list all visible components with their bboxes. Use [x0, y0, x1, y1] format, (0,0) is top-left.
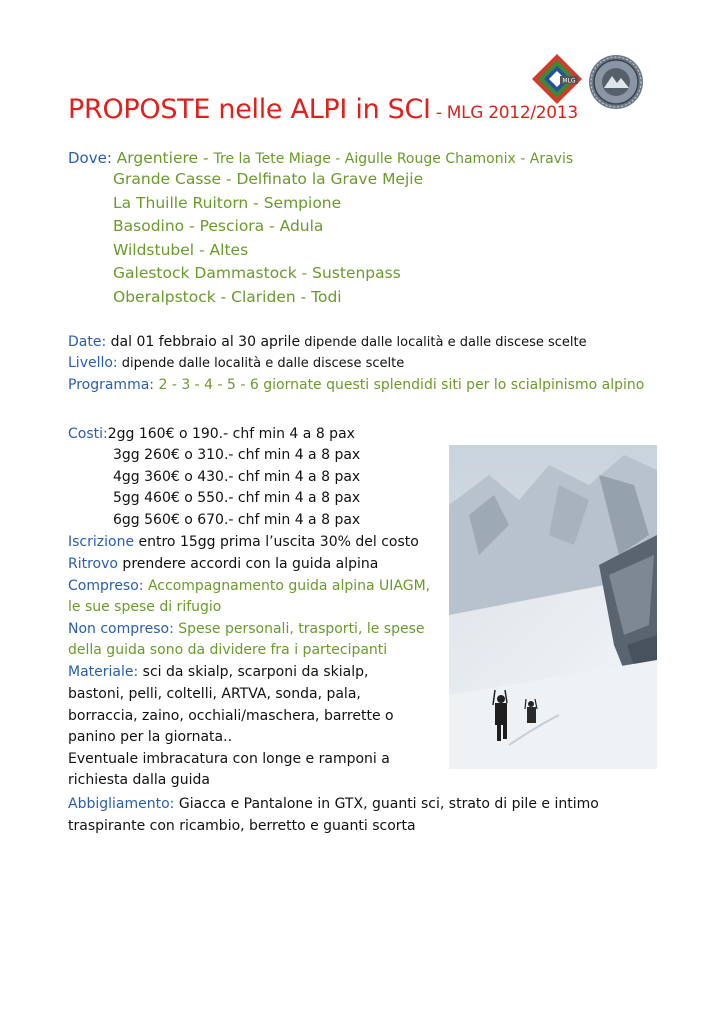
non-compreso-line2: della guida sono da dividere fra i partecipanti	[68, 642, 388, 658]
place-item: Grande Casse - Delfinato la Grave Mejie	[113, 170, 424, 188]
materiale-line: borraccia, zaino, occhiali/maschera, barrette o	[68, 707, 394, 724]
cost-item: 6gg 560€ o 670.- chf min 4 a 8 pax	[113, 511, 361, 528]
dove-row: Dove: Argentiere - Tre la Tete Miage - Aigulle Rouge Chamonix - Aravis	[68, 149, 574, 167]
ritrovo-row: Ritrovo prendere accordi con la guida alpina	[68, 556, 379, 572]
materiale-line: bastoni, pelli, coltelli, ARTVA, sonda, pala,	[68, 686, 361, 702]
dove-places	[113, 168, 423, 309]
page-title: PROPOSTE nelle ALPI in SCI - MLG 2012/2013	[68, 94, 578, 125]
cost-item: 4gg 360€ o 430.- chf min 4 a 8 pax	[113, 468, 361, 485]
badge-logo	[588, 54, 644, 110]
mlg-logo-text: MLG	[562, 77, 576, 85]
compreso-line2: le sue spese di rifugio	[68, 599, 222, 615]
materiale-row: Materiale: sci da skialp, scarponi da skialp,	[68, 664, 369, 680]
iscrizione-row: Iscrizione entro 15gg prima l’uscita 30% del costo	[68, 534, 419, 550]
costi-list	[113, 445, 360, 531]
place-item: Wildstubel - Altes	[113, 240, 249, 259]
place-item: Basodino - Pesciora - Adula	[113, 217, 324, 235]
place-item: La Thuille Ruitorn - Sempione	[113, 193, 342, 212]
cost-item: 5gg 460€ o 550.- chf min 4 a 8 pax	[113, 490, 361, 506]
materiale-line: panino per la giornata..	[68, 729, 233, 745]
materiale-line: Eventuale imbracatura con longe e ramponi a	[68, 750, 390, 767]
materiale-line: richiesta dalla guida	[68, 772, 210, 788]
date-row: Date: dal 01 febbraio al 30 aprile dipende dalle località e dalle discese scelte	[68, 334, 587, 350]
programma-row: Programma: 2 - 3 - 4 - 5 - 6 giornate questi splendidi siti per lo scialpinismo alpino	[68, 377, 645, 393]
place-item: Oberalpstock - Clariden - Todi	[113, 287, 342, 306]
costi-row: Costi:2gg 160€ o 190.- chf min 4 a 8 pax	[68, 426, 355, 442]
place-item: Galestock Dammastock - Sustenpass	[113, 264, 401, 282]
compreso-row: Compreso: Accompagnamento guida alpina UIAGM,	[68, 578, 431, 594]
materiale-list	[68, 684, 394, 792]
cost-item: 3gg 260€ o 310.- chf min 4 a 8 pax	[113, 447, 361, 463]
abbigliamento-line2: traspirante con ricambio, berretto e guanti scorta	[68, 818, 416, 834]
non-compreso-row: Non compreso: Spese personali, trasporti, le spese	[68, 621, 425, 637]
ski-mountaineering-photo	[449, 445, 657, 769]
abbigliamento-row: Abbigliamento: Giacca e Pantalone in GTX, guanti sci, strato di pile e intimo	[68, 796, 599, 812]
livello-row: Livello: dipende dalle località e dalle discese scelte	[68, 355, 405, 371]
